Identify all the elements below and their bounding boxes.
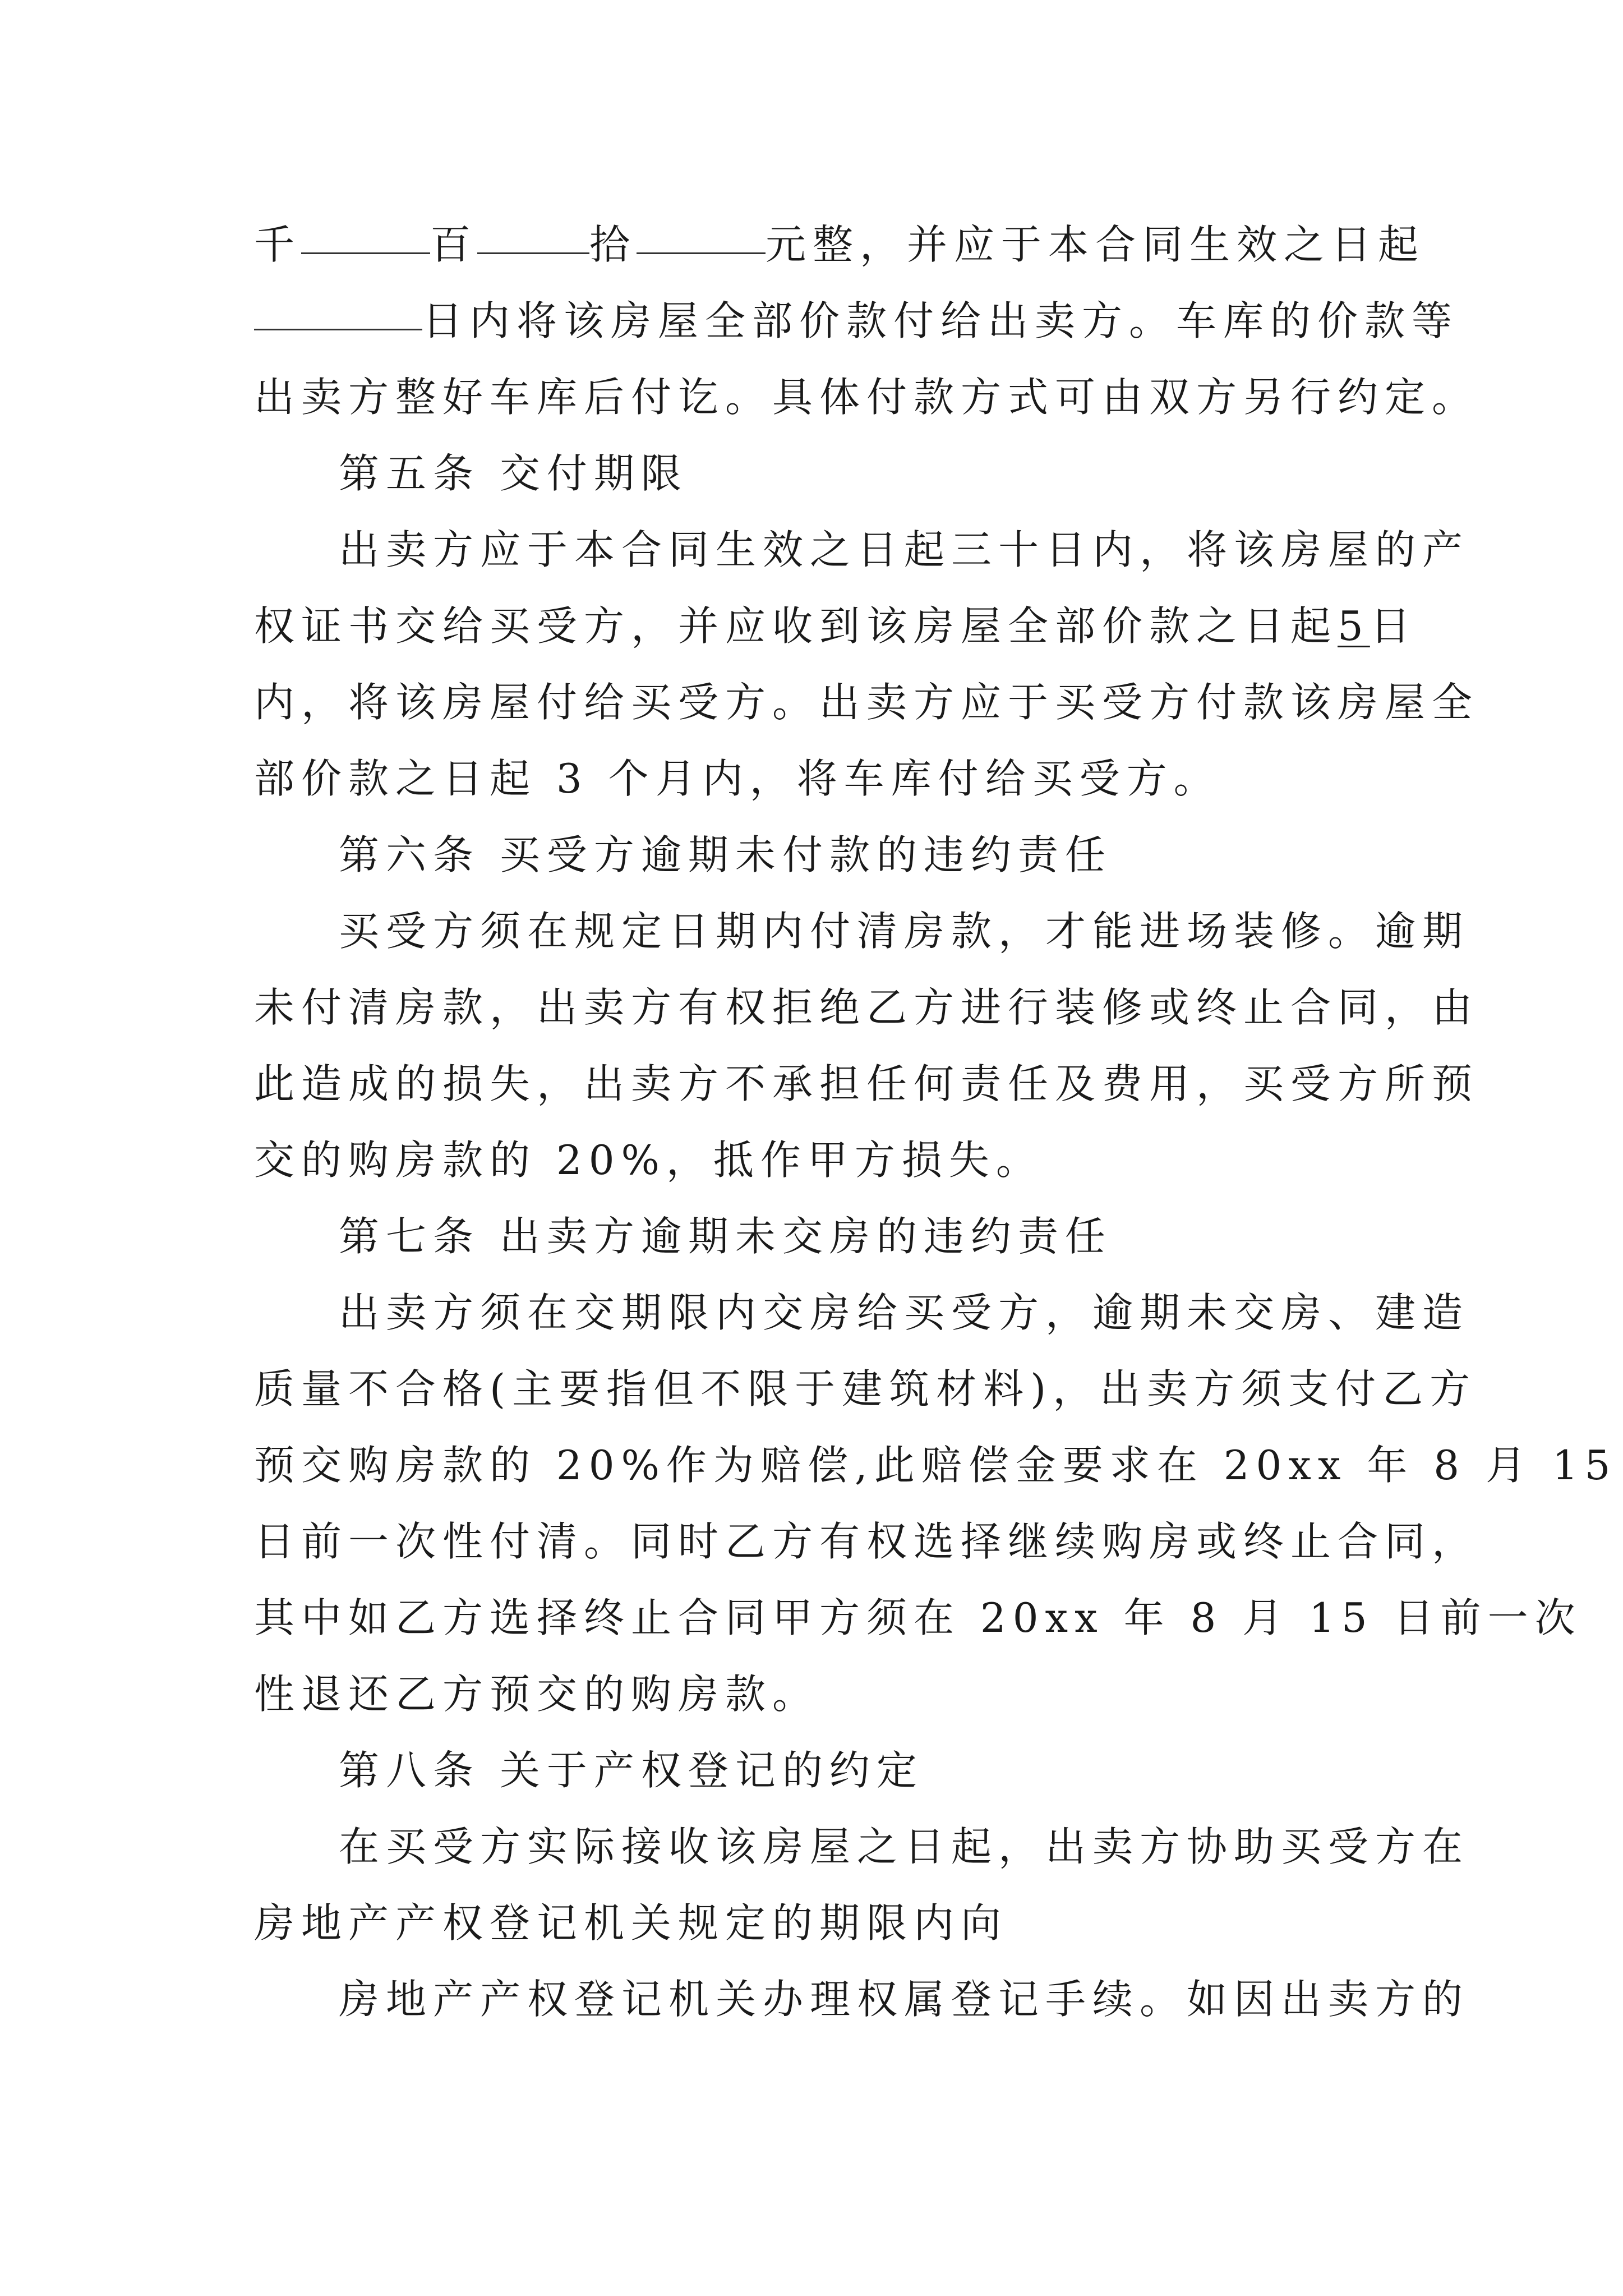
text-line: 此造成的损失，出卖方不承担任何责任及费用，买受方所预 [254, 1060, 1479, 1107]
text-fragment: 元整，并应于本合同生效之日起 [766, 221, 1426, 268]
section-heading: 第五条 交付期限 [339, 450, 688, 497]
filled-blank: 5 [1338, 602, 1370, 650]
blank-field [301, 213, 430, 254]
section-heading: 第八条 关于产权登记的约定 [339, 1747, 924, 1794]
text-line: 质量不合格(主要指但不限于建筑材料)，出卖方须支付乙方 [254, 1365, 1477, 1412]
text-line: 内，将该房屋付给买受方。出卖方应于买受方付款该房屋全 [254, 679, 1479, 726]
section-heading: 第六条 买受方逾期未付款的违约责任 [339, 831, 1112, 878]
text-line: 出卖方应于本合同生效之日起三十日内，将该房屋的产 [339, 526, 1470, 573]
text-line: 预交购房款的 20%作为赔偿,此赔偿金要求在 20xx 年 8 月 15 [254, 1442, 1617, 1489]
text-fragment: 千 [254, 221, 302, 268]
text-line: 买受方须在规定日期内付清房款，才能进场装修。逾期 [339, 908, 1470, 955]
text-line: 交的购房款的 20%，抵作甲方损失。 [254, 1137, 1043, 1184]
text-fragment: 权证书交给买受方，并应收到该房屋全部价款之日起 [254, 602, 1338, 650]
section-heading: 第七条 出卖方逾期未交房的违约责任 [339, 1213, 1112, 1260]
text-fragment: 百 [430, 221, 478, 268]
blank-field [637, 213, 766, 254]
text-line: 日前一次性付清。同时乙方有权选择继续购房或终止合同， [254, 1518, 1479, 1565]
text-fragment: 日内将该房屋全部价款付给出卖方。车库的价款等 [422, 297, 1459, 344]
text-line: 房地产产权登记机关办理权属登记手续。如因出卖方的 [339, 1976, 1470, 2023]
text-line: 部价款之日起 3 个月内，将车库付给买受方。 [254, 755, 1221, 802]
text-line: 未付清房款，出卖方有权拒绝乙方进行装修或终止合同，由 [254, 984, 1479, 1031]
text-fragment: 日 [1370, 602, 1417, 650]
text-line: 房地产产权登记机关规定的期限内向 [254, 1899, 1008, 1947]
blank-field [477, 213, 589, 254]
text-line [254, 287, 1459, 355]
text-line: 其中如乙方选择终止合同甲方须在 20xx 年 8 月 15 日前一次 [254, 1594, 1582, 1641]
text-line: 性退还乙方预交的购房款。 [254, 1671, 820, 1718]
text-line [254, 211, 1426, 278]
blank-field [254, 289, 422, 330]
text-fragment: 拾 [589, 221, 637, 268]
text-line: 出卖方须在交期限内交房给买受方，逾期未交房、建造 [339, 1289, 1470, 1336]
text-line: 出卖方整好车库后付讫。具体付款方式可由双方另行约定。 [254, 374, 1479, 421]
text-line [254, 592, 1417, 660]
text-line: 在买受方实际接收该房屋之日起，出卖方协助买受方在 [339, 1823, 1470, 1870]
